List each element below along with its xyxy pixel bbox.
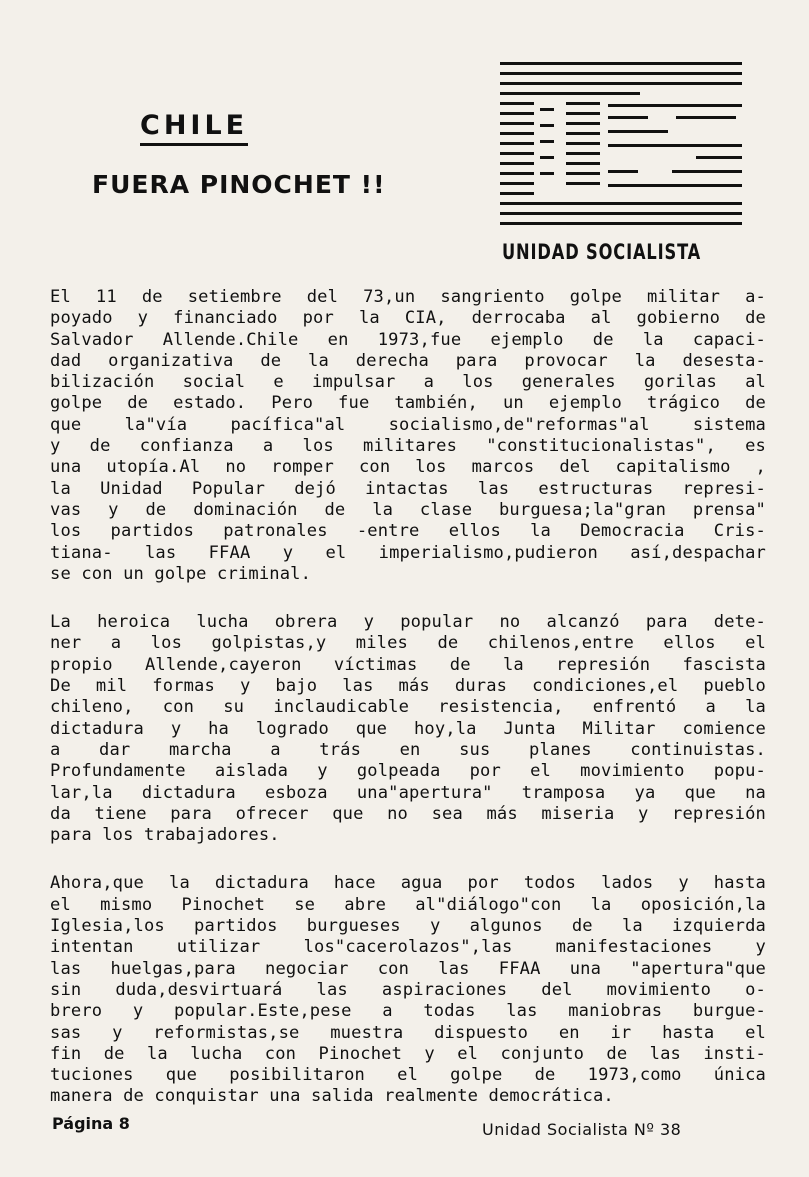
text-line: ner a los golpistas,y miles de chilenos,entre ellos el bbox=[50, 633, 766, 654]
text-line: bilización social e impulsar a los generales gorilas al bbox=[50, 372, 766, 393]
text-line: manera de conquistar una salida realmente democrática. bbox=[50, 1086, 614, 1107]
slogan-heading: FUERA PINOCHET !! bbox=[92, 170, 386, 199]
text-line: dictadura y ha logrado que hoy,la Junta Militar comience bbox=[50, 718, 766, 739]
text-line: Salvador Allende.Chile en 1973,fue ejemplo de la capaci- bbox=[50, 329, 766, 350]
paragraph bbox=[50, 287, 766, 585]
text-line: para los trabajadores. bbox=[50, 825, 280, 846]
text-line: poyado y financiado por la CIA, derrocaba al gobierno de bbox=[50, 308, 766, 329]
text-line: se con un golpe criminal. bbox=[50, 563, 312, 584]
text-line: De mil formas y bajo las más duras condiciones,el pueblo bbox=[50, 676, 766, 697]
article-body bbox=[50, 287, 766, 1135]
text-line: propio Allende,cayeron víctimas de la represión fascista bbox=[50, 654, 766, 675]
text-line: brero y popular.Este,pese a todas las maniobras burgue- bbox=[50, 1001, 766, 1022]
text-line: chileno, con su inclaudicable resistencia, enfrentó a la bbox=[50, 697, 766, 718]
us-monogram-icon bbox=[496, 60, 746, 240]
text-line: La heroica lucha obrera y popular no alcanzó para dete- bbox=[50, 612, 766, 633]
text-line: una utopía.Al no romper con los marcos del capitalismo , bbox=[50, 457, 766, 478]
text-line: lar,la dictadura esboza una"apertura" tramposa ya que na bbox=[50, 782, 766, 803]
text-line: intentan utilizar los"cacerolazos",las manifestaciones y bbox=[50, 937, 766, 958]
unidad-socialista-logo bbox=[496, 60, 746, 272]
text-line: sas y reformistas,se muestra dispuesto en ir hasta el bbox=[50, 1022, 766, 1043]
text-line: El 11 de setiembre del 73,un sangriento golpe militar a- bbox=[50, 287, 766, 307]
text-line: vas y de dominación de la clase burguesa;la"gran prensa" bbox=[50, 499, 766, 520]
logo-caption: UNIDAD SOCIALISTA bbox=[502, 240, 702, 264]
text-line: fin de la lucha con Pinochet y el conjunto de las insti- bbox=[50, 1043, 766, 1064]
paragraph bbox=[50, 612, 766, 846]
publication-issue: Unidad Socialista Nº 38 bbox=[482, 1120, 682, 1139]
text-line: y de confianza a los militares "constitucionalistas", es bbox=[50, 436, 766, 457]
paragraph bbox=[50, 873, 766, 1107]
text-line: dad organizativa de la derecha para provocar la desesta- bbox=[50, 350, 766, 371]
text-line: a dar marcha a trás en sus planes continuistas. bbox=[50, 739, 766, 760]
text-line: golpe de estado. Pero fue también, un ejemplo trágico de bbox=[50, 393, 766, 414]
text-line: los partidos patronales -entre ellos la Democracia Cris- bbox=[50, 521, 766, 542]
country-heading: CHILE bbox=[140, 110, 248, 146]
text-line: Profundamente aislada y golpeada por el movimiento popu- bbox=[50, 761, 766, 782]
text-line: da tiene para ofrecer que no sea más miseria y represión bbox=[50, 803, 766, 824]
text-line: la Unidad Popular dejó intactas las estructuras represi- bbox=[50, 478, 766, 499]
text-line: Iglesia,los partidos burgueses y algunos de la izquierda bbox=[50, 916, 766, 937]
text-line: tuciones que posibilitaron el golpe de 1973,como única bbox=[50, 1065, 766, 1086]
text-line: el mismo Pinochet se abre al"diálogo"con la oposición,la bbox=[50, 894, 766, 915]
text-line: tiana- las FFAA y el imperialismo,pudieron así,despachar bbox=[50, 542, 766, 563]
page-number: Página 8 bbox=[52, 1114, 130, 1133]
text-line: que la"vía pacífica"al socialismo,de"reformas"al sistema bbox=[50, 414, 766, 435]
text-line: Ahora,que la dictadura hace agua por todos lados y hasta bbox=[50, 873, 766, 894]
text-line: sin duda,desvirtuará las aspiraciones del movimiento o- bbox=[50, 979, 766, 1000]
text-line: las huelgas,para negociar con las FFAA una "apertura"que bbox=[50, 958, 766, 979]
